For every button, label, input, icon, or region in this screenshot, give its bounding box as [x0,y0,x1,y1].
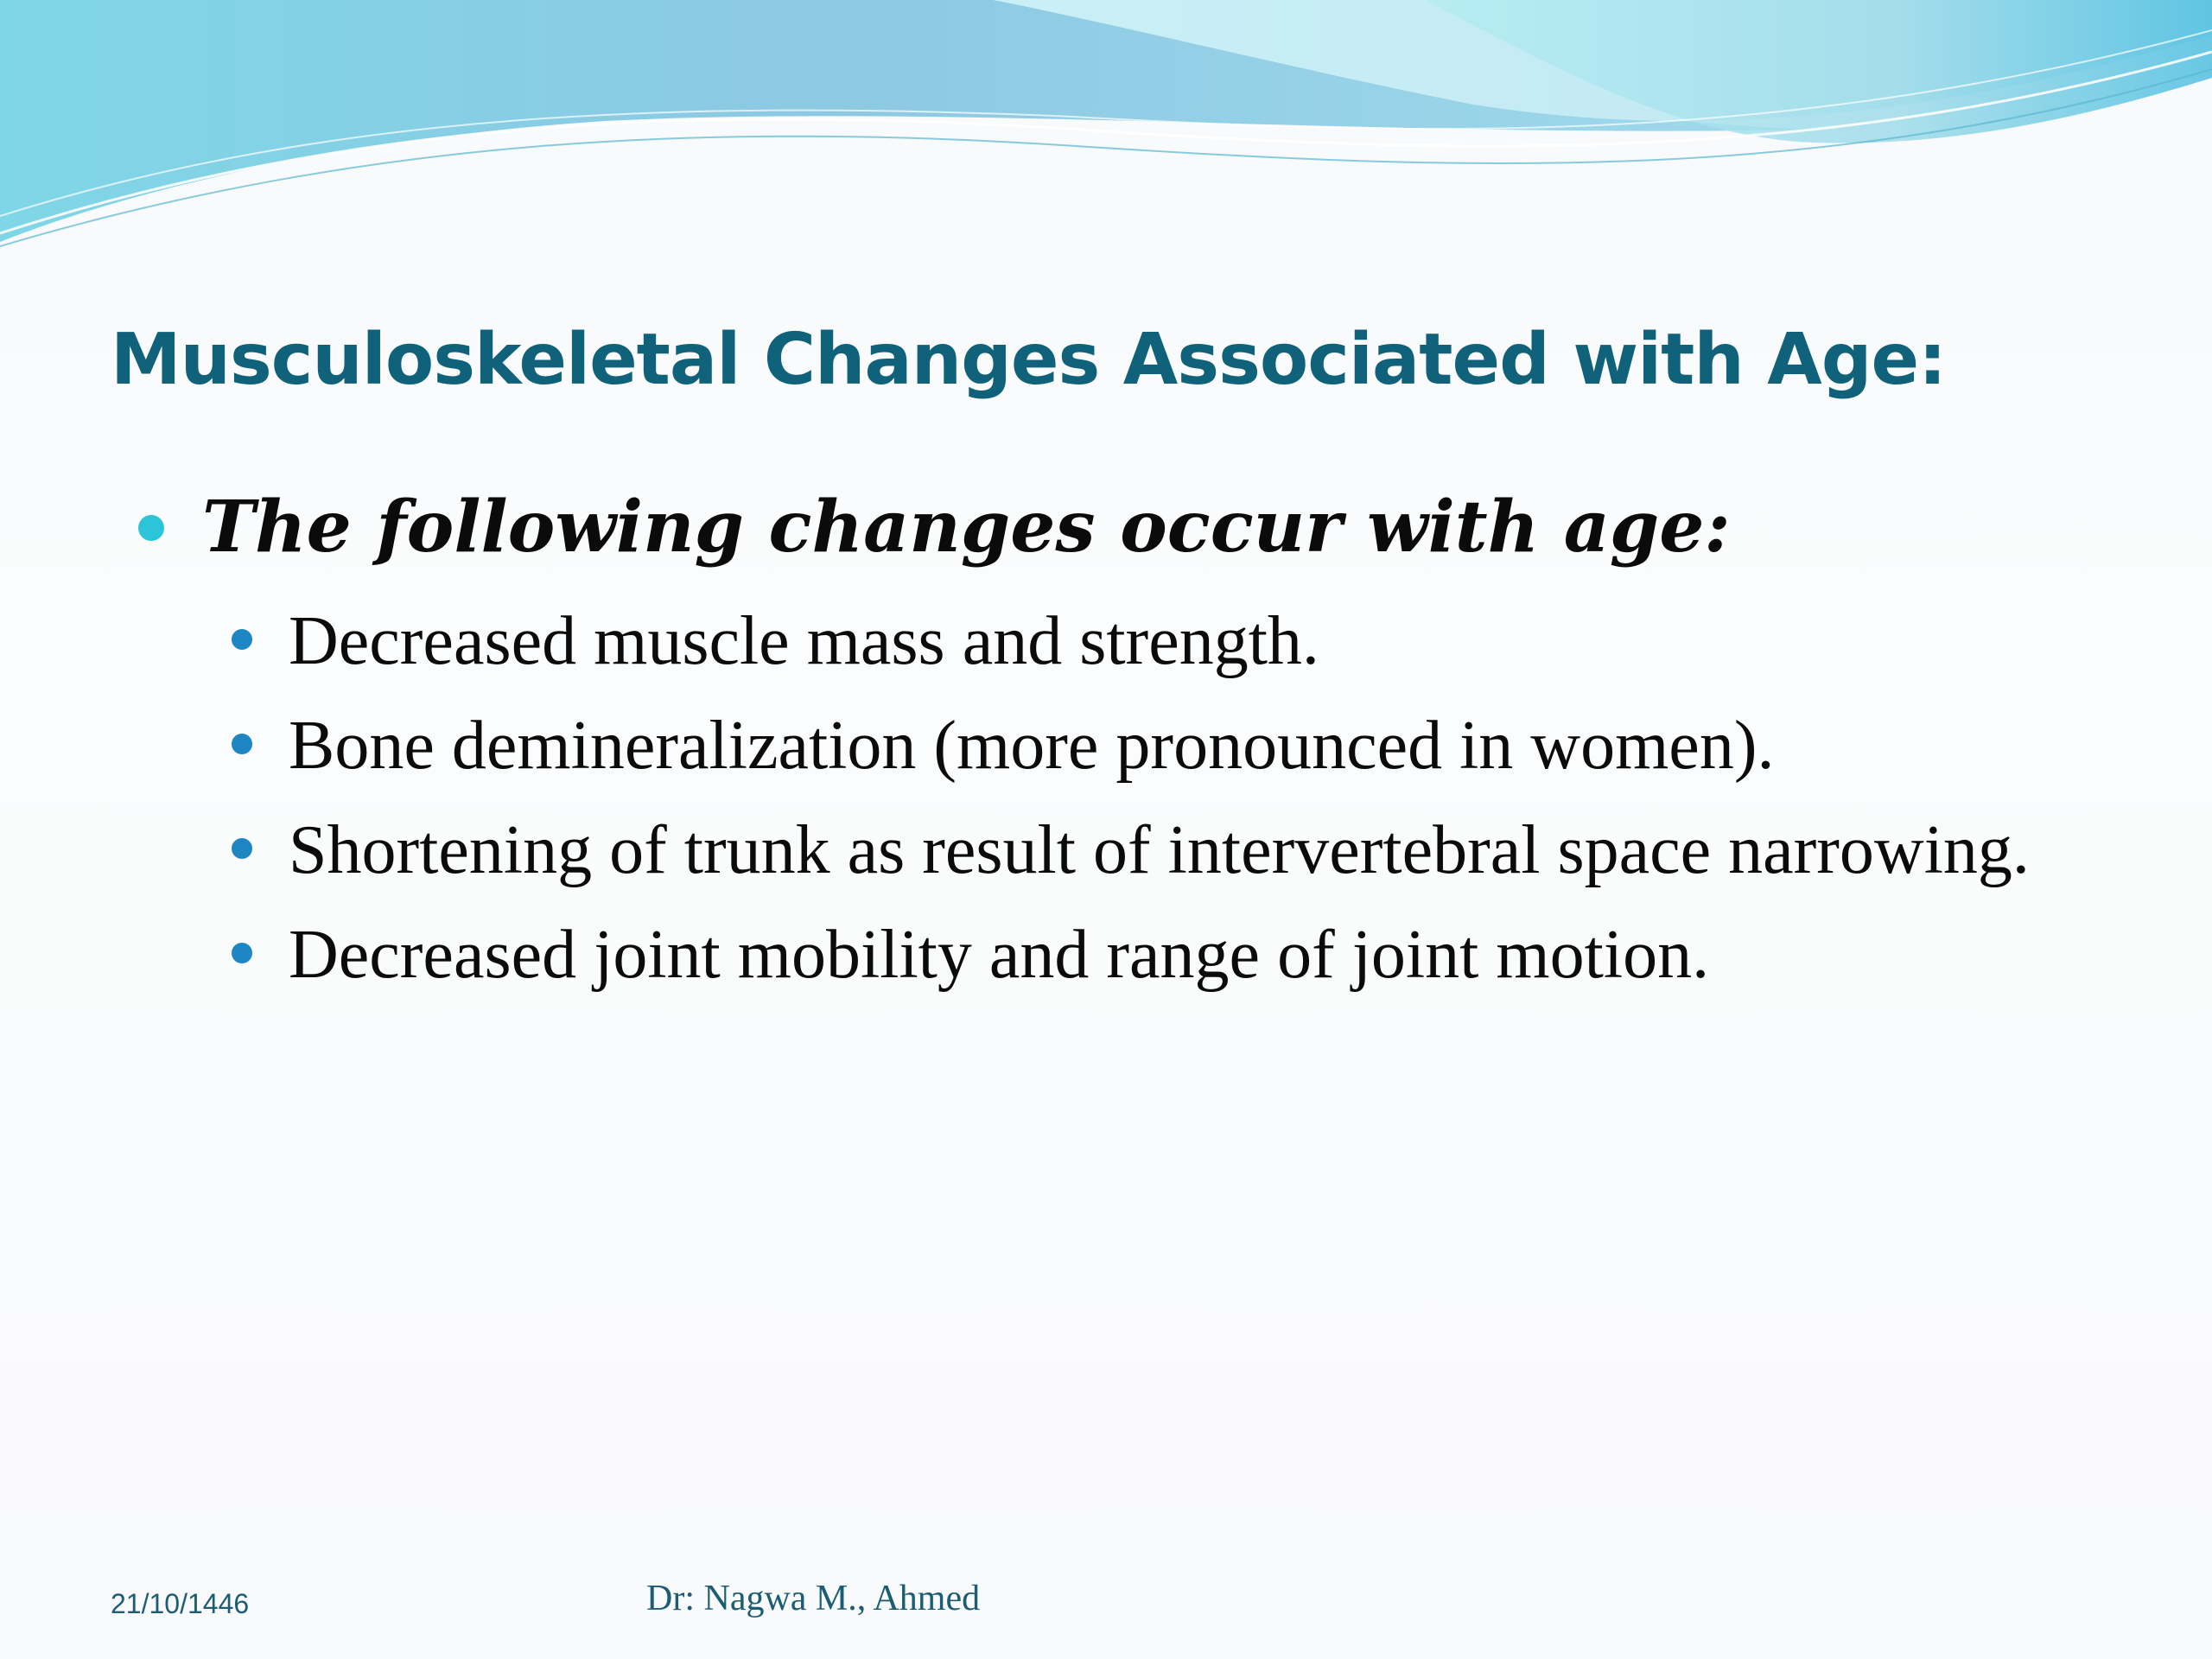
bullet-dot-icon [138,515,164,541]
bullet-dot-icon [232,629,252,650]
footer-author: Dr: Nagwa M., Ahmed [646,1579,981,1618]
list-item [232,701,2081,791]
list-item-text: Bone demineralization (more pronounced in women). [289,708,1775,784]
bullet-dot-icon [232,838,252,859]
bullet-dot-icon [232,734,252,754]
slide-title: Musculoskeletal Changes Associated with Age: [111,319,1946,401]
list-item-text: Decreased joint mobility and range of joint motion. [289,917,1710,993]
intro-text: The following changes occur with age: [202,486,1731,569]
header-wave-decoration [0,0,2212,259]
list-item-text: Decreased muscle mass and strength. [289,603,1319,679]
bullet-dot-icon [232,943,252,963]
changes-list [232,596,2081,1014]
footer-date: 21/10/1446 [111,1588,250,1619]
list-item-text: Shortening of trunk as result of intervertebral space narrowing. [289,812,2030,888]
intro-bullet-item [138,484,2091,570]
list-item [232,805,2081,895]
list-item [232,910,2081,1000]
list-item [232,596,2081,686]
